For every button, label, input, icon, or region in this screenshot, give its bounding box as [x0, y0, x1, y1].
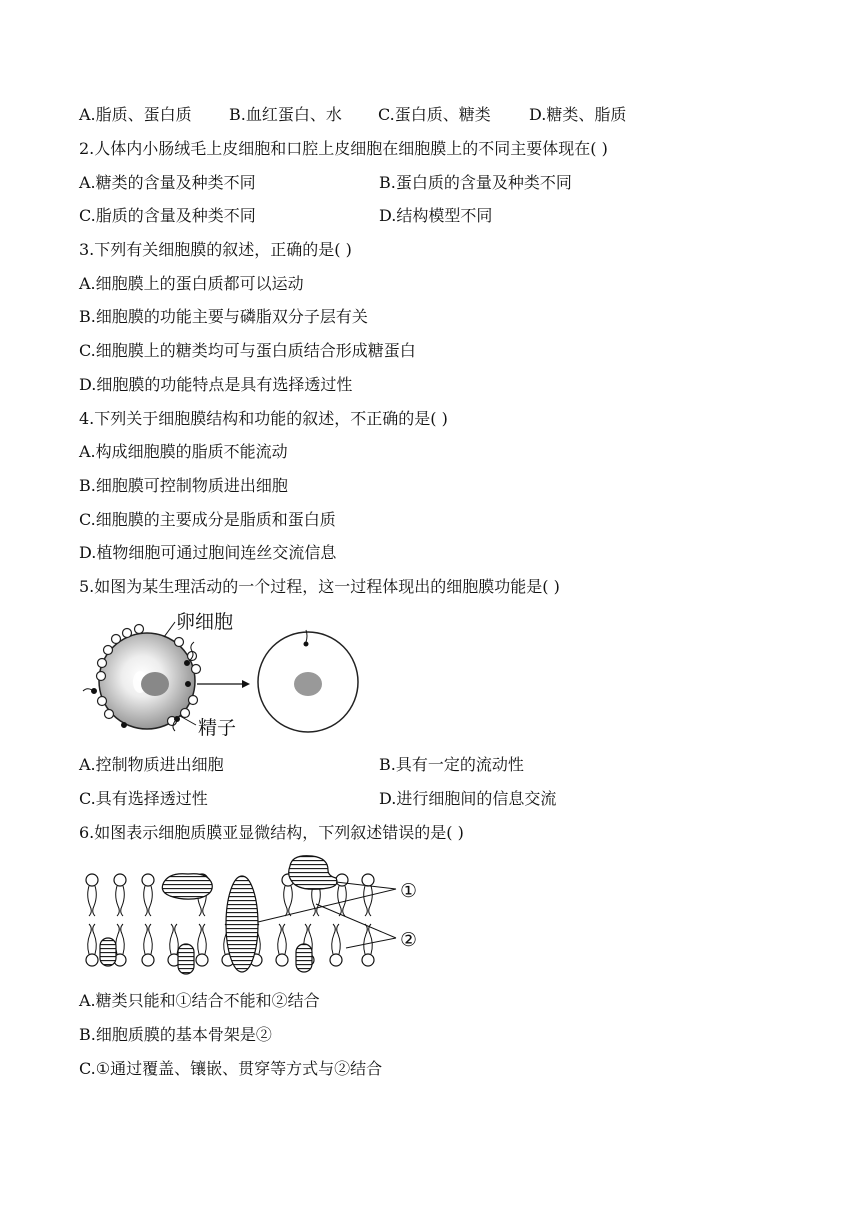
sperm-label: 精子 — [198, 717, 237, 739]
q3-option-d: D.细胞膜的功能特点是具有选择透过性 — [79, 375, 353, 394]
egg-cell-right — [258, 630, 358, 732]
q3-option-c: C.细胞膜上的糖类均可与蛋白质结合形成糖蛋白 — [79, 341, 416, 360]
membrane-proteins — [100, 856, 337, 974]
egg-label: 卵细胞 — [176, 611, 234, 633]
q3-stem: 3.下列有关细胞膜的叙述，正确的是( ) — [79, 240, 352, 259]
q4-option-a: A.构成细胞膜的脂质不能流动 — [79, 442, 288, 461]
q2-option-b: B.蛋白质的含量及种类不同 — [379, 173, 572, 192]
label-two: ② — [400, 929, 418, 951]
q5-option-c: C.具有选择透过性 — [79, 789, 208, 808]
process-arrow — [197, 680, 250, 688]
q1-option-d: D.糖类、脂质 — [529, 105, 627, 124]
q4-stem: 4.下列关于细胞膜结构和功能的叙述，不正确的是( ) — [79, 409, 448, 428]
q2-option-a: A.糖类的含量及种类不同 — [79, 173, 256, 192]
q2-option-d: D.结构模型不同 — [379, 206, 493, 225]
label-one: ① — [400, 880, 418, 902]
q1-option-c: C.蛋白质、糖类 — [378, 105, 491, 124]
q6-option-b: B.细胞质膜的基本骨架是② — [79, 1025, 272, 1044]
q5-option-d: D.进行细胞间的信息交流 — [379, 789, 557, 808]
membrane-figure — [78, 852, 438, 980]
q1-option-a: A.脂质、蛋白质 — [79, 105, 192, 124]
q6-option-a: A.糖类只能和①结合不能和②结合 — [79, 991, 320, 1010]
q5-stem: 5.如图为某生理活动的一个过程，这一过程体现出的细胞膜功能是( ) — [79, 577, 560, 596]
q2-option-c: C.脂质的含量及种类不同 — [79, 206, 256, 225]
q1-option-b: B.血红蛋白、水 — [229, 105, 342, 124]
q2-stem: 2.人体内小肠绒毛上皮细胞和口腔上皮细胞在细胞膜上的不同主要体现在( ) — [79, 139, 608, 158]
q5-option-b: B.具有一定的流动性 — [379, 755, 524, 774]
q4-option-d: D.植物细胞可通过胞间连丝交流信息 — [79, 543, 337, 562]
q6-stem: 6.如图表示细胞质膜亚显微结构，下列叙述错误的是( ) — [79, 823, 464, 842]
fertilization-figure — [80, 604, 380, 746]
q4-option-b: B.细胞膜可控制物质进出细胞 — [79, 476, 288, 495]
q5-option-a: A.控制物质进出细胞 — [79, 755, 224, 774]
q3-option-b: B.细胞膜的功能主要与磷脂双分子层有关 — [79, 307, 368, 326]
q3-option-a: A.细胞膜上的蛋白质都可以运动 — [79, 274, 304, 293]
q6-option-c: C.①通过覆盖、镶嵌、贯穿等方式与②结合 — [79, 1059, 383, 1078]
q4-option-c: C.细胞膜的主要成分是脂质和蛋白质 — [79, 510, 336, 529]
